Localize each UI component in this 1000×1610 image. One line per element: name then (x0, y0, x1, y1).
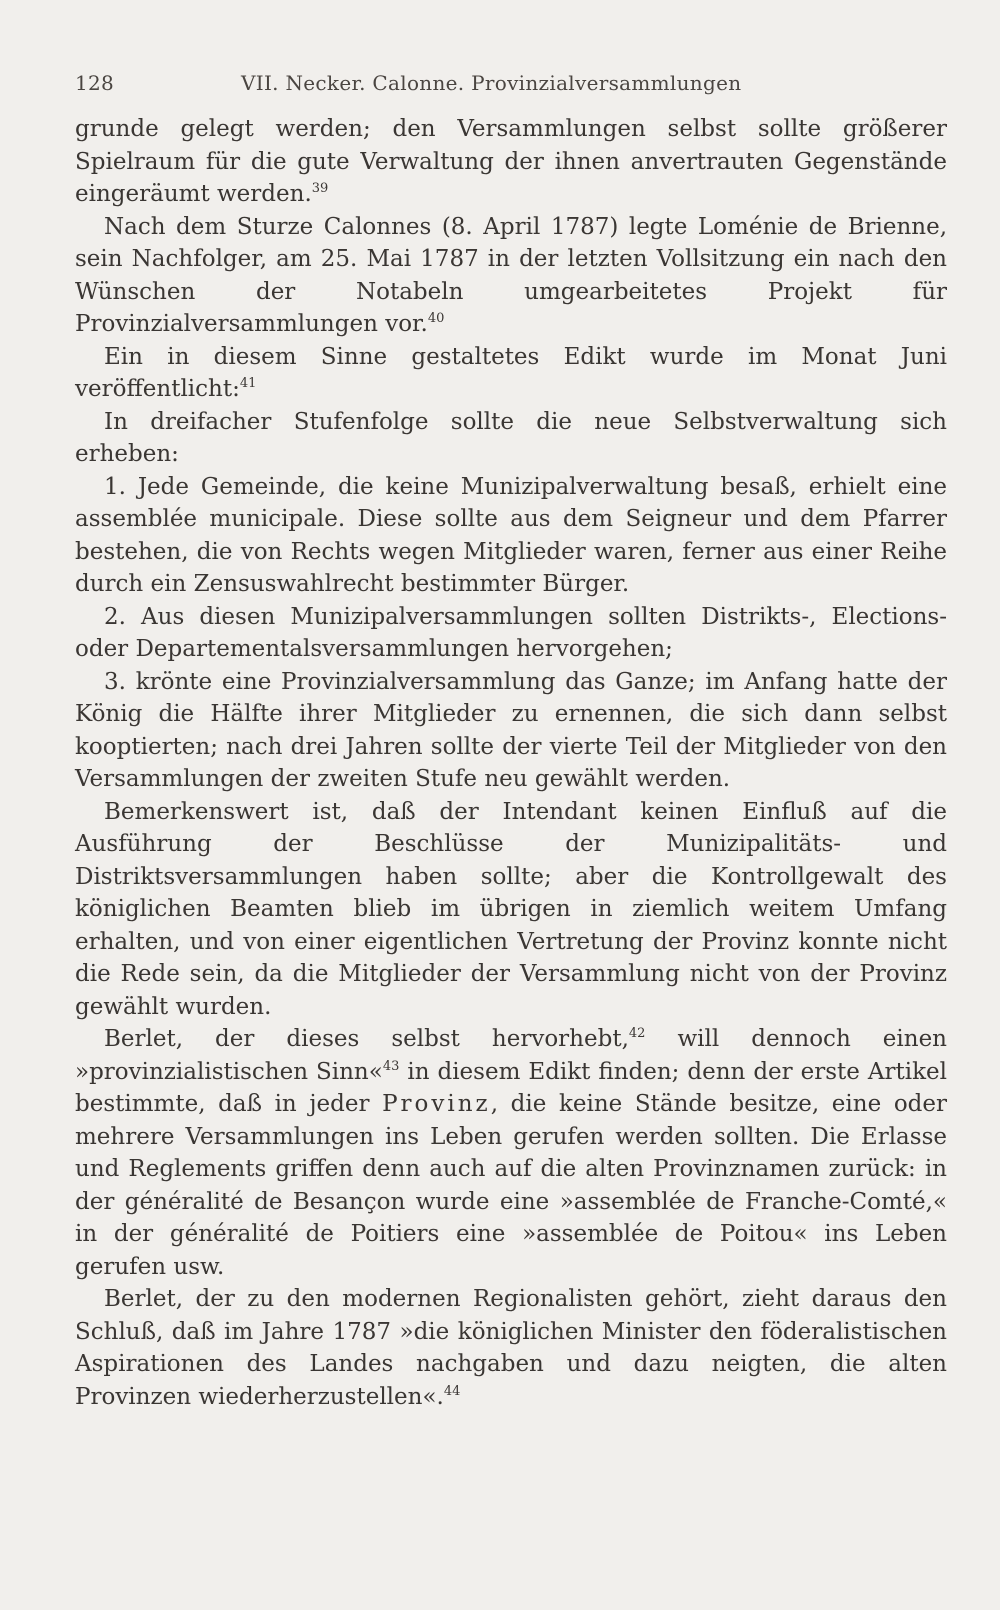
paragraph (75, 406, 947, 471)
paragraph-text: 3. krönte eine Provinzialversammlung das Ganze; im Anfang hatte der König die Hälfte ihrer Mitglieder zu ernennen, die sich dann selbst kooptierten; nach drei Jahren sollte der vierte Teil der Mitglieder von den Versammlungen der zweiten Stufe neu gewählt werden. (75, 668, 947, 792)
paragraph-text: In dreifacher Stufenfolge sollte die neue Selbstverwaltung sich erheben: (75, 408, 947, 467)
running-header (75, 68, 947, 98)
footnote-marker: 42 (628, 1026, 646, 1041)
page-number: 128 (75, 71, 115, 95)
paragraph-text: Bemerkenswert ist, daß der Intendant keinen Einfluß auf die Ausführung der Beschlüsse der Munizipalitäts- und Distriktsversammlungen haben sollte; aber die Kontrollgewalt des königlichen Beamten blieb im übrigen in ziemlich weitem Umfang erhalten, und von einer eigentlichen Vertretung der Provinz konnte nicht die Rede sein, da die Mitglieder der Versammlung nicht von der Provinz gewählt wurden. (75, 798, 947, 1020)
list-item (75, 666, 947, 796)
book-page (75, 68, 947, 1413)
paragraph-text: grunde gelegt werden; den Versammlungen selbst sollte größerer Spielraum für die gute Verwaltung der ihnen anvertrauten Gegenstände eingeräumt werden. (75, 116, 947, 207)
footnote-marker: 40 (427, 311, 445, 326)
footnote-marker: 39 (311, 181, 329, 196)
paragraph (75, 1023, 947, 1283)
paragraph (75, 211, 947, 341)
paragraph-text: , die keine Stände besitze, eine oder mehrere Versammlungen ins Leben gerufen werden sollten. Die Erlasse und Reglements griffen denn auch auf die alten Provinznamen zurück: in der généralité de Besançon wurde eine »assemblée de Franche-Comté,« in der généralité de Poitiers eine »assemblée de Poitou« ins Leben gerufen usw. (75, 1091, 947, 1280)
running-title: VII. Necker. Calonne. Provinzialversammlungen (241, 71, 742, 95)
paragraph-text: 1. Jede Gemeinde, die keine Munizipalverwaltung besaß, erhielt eine assemblée municipale. Diese sollte aus dem Seigneur und dem Pfarrer bestehen, die von Rechts wegen Mitglieder waren, ferner aus einer Reihe durch ein Zensuswahlrecht bestimmter Bürger. (75, 473, 947, 597)
footnote-marker: 43 (382, 1058, 400, 1074)
paragraph (75, 341, 947, 406)
paragraph (75, 796, 947, 1024)
paragraph-text: will dennoch einen »provinzialistischen Sinn« (75, 1026, 947, 1085)
paragraph-text: Ein in diesem Sinne gestaltetes Edikt wurde im Monat Juni veröffentlicht: (75, 343, 947, 402)
paragraph (75, 113, 947, 211)
paragraph-text: Berlet, der dieses selbst hervorhebt, (104, 1026, 629, 1052)
paragraph-text: Berlet, der zu den modernen Regionalisten gehört, zieht daraus den Schluß, daß im Jahre 1787 »die königlichen Minister den föderalistischen Aspirationen des Landes nachgaben und dazu neigten, die alten Provinzen wiederherzustellen«. (75, 1286, 947, 1410)
emphasized-word: Provinz (382, 1091, 491, 1117)
paragraph-text: in diesem Edikt finden; denn der erste Artikel bestimmte, daß in jeder (75, 1058, 947, 1117)
footnote-marker: 41 (239, 376, 257, 391)
paragraph-text: 2. Aus diesen Munizipalversammlungen sollten Distrikts-, Elections- oder Departementalsversammlungen hervorgehen; (75, 603, 947, 662)
list-item (75, 601, 947, 666)
footnote-marker: 44 (443, 1383, 461, 1399)
paragraph (75, 1283, 947, 1413)
list-item (75, 471, 947, 601)
paragraph-text: Nach dem Sturze Calonnes (8. April 1787) legte Loménie de Brienne, sein Nachfolger, am 25. Mai 1787 in der letzten Vollsitzung ein nach den Wünschen der Notabeln umgearbeitetes Projekt für Provinzialversammlungen vor. (75, 213, 947, 337)
body-text (75, 113, 947, 1413)
